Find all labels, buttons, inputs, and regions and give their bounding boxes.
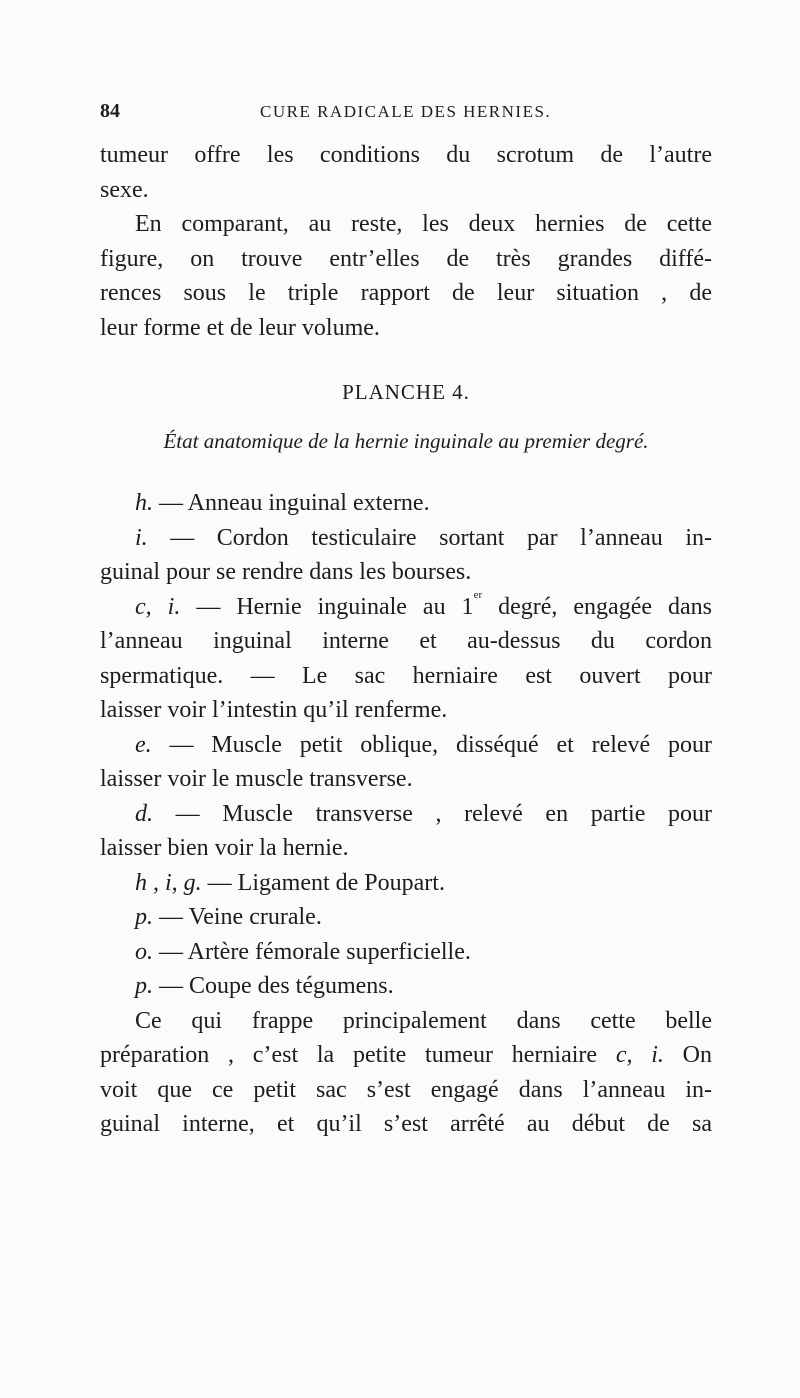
text-line: laisser bien voir la hernie.	[100, 835, 349, 861]
legend-key: e.	[135, 731, 152, 758]
page-number: 84	[100, 100, 120, 122]
legend-text: — Muscle petit oblique, disséqué et relevé pour	[151, 731, 712, 758]
text-line: rences sous le triple rapport de leur situation , de	[100, 280, 712, 306]
text-line: laisser voir l’intestin qu’il renferme.	[100, 697, 448, 723]
legend-key: i.	[135, 524, 148, 551]
legend-item	[100, 900, 712, 935]
text-line: sexe.	[100, 176, 149, 203]
legend-text: — Ligament de Poupart.	[201, 869, 445, 896]
legend-key: d.	[135, 800, 153, 827]
text-line: figure, on trouve entr’elles de très grandes diffé-	[100, 245, 712, 272]
text-line: leur forme et de leur volume.	[100, 314, 380, 341]
text-line	[100, 1038, 712, 1073]
legend-text: — Veine crurale.	[153, 904, 322, 930]
figure-key: c, i.	[615, 1042, 664, 1068]
text-line: Ce qui frappe principalement dans cette belle	[135, 1007, 712, 1034]
legend-text: degré, engagée dans	[482, 593, 712, 620]
legend-key: h.	[135, 490, 153, 516]
legend-text: — Coupe des tégumens.	[153, 973, 394, 999]
legend-text: — Cordon testiculaire sortant par l’anneau in-	[147, 524, 712, 551]
legend-item	[100, 590, 712, 625]
legend-key: c, i.	[135, 593, 181, 620]
text-line: l’anneau inguinal interne et au-dessus du cordon	[100, 628, 712, 654]
legend-item	[100, 521, 712, 556]
legend-text: — Artère fémorale superficielle.	[153, 938, 471, 965]
text-line: guinal interne, et qu’il s’est arrêté au début de sa	[100, 1111, 712, 1137]
legend-item	[100, 969, 712, 1004]
legend-item	[100, 866, 712, 901]
legend-key: o.	[135, 938, 153, 965]
page-body	[100, 138, 712, 1142]
running-head: CURE RADICALE DES HERNIES.	[260, 102, 552, 121]
legend-text: — Anneau inguinal externe.	[153, 490, 430, 516]
legend-text: — Hernie inguinale au 1	[180, 593, 474, 620]
legend-item	[100, 486, 712, 521]
text-line: guinal pour se rendre dans les bourses.	[100, 559, 472, 585]
page-header	[100, 100, 700, 132]
text-line: spermatique. — Le sac herniaire est ouvert pour	[100, 662, 712, 689]
legend-item	[100, 935, 712, 970]
legend-item	[100, 728, 712, 763]
plate-caption: État anatomique de la hernie inguinale au premier degré.	[163, 428, 649, 453]
text-fragment: préparation , c’est la petite tumeur herniaire	[100, 1042, 616, 1068]
plate-title: PLANCHE 4.	[342, 380, 470, 404]
text-line: laisser voir le muscle transverse.	[100, 766, 413, 792]
legend-key: p.	[135, 973, 153, 999]
text-fragment: On	[663, 1042, 713, 1068]
text-line: tumeur offre les conditions du scrotum de l’autre	[100, 142, 712, 168]
legend-text: — Muscle transverse , relevé en partie pour	[153, 800, 712, 827]
legend-key: h , i, g.	[135, 869, 202, 896]
superscript: er	[473, 588, 483, 601]
text-line: voit que ce petit sac s’est engagé dans l’anneau in-	[100, 1076, 712, 1103]
text-line: En comparant, au reste, les deux hernies de cette	[135, 211, 712, 237]
legend-key: p.	[135, 904, 153, 930]
legend-item	[100, 797, 712, 832]
